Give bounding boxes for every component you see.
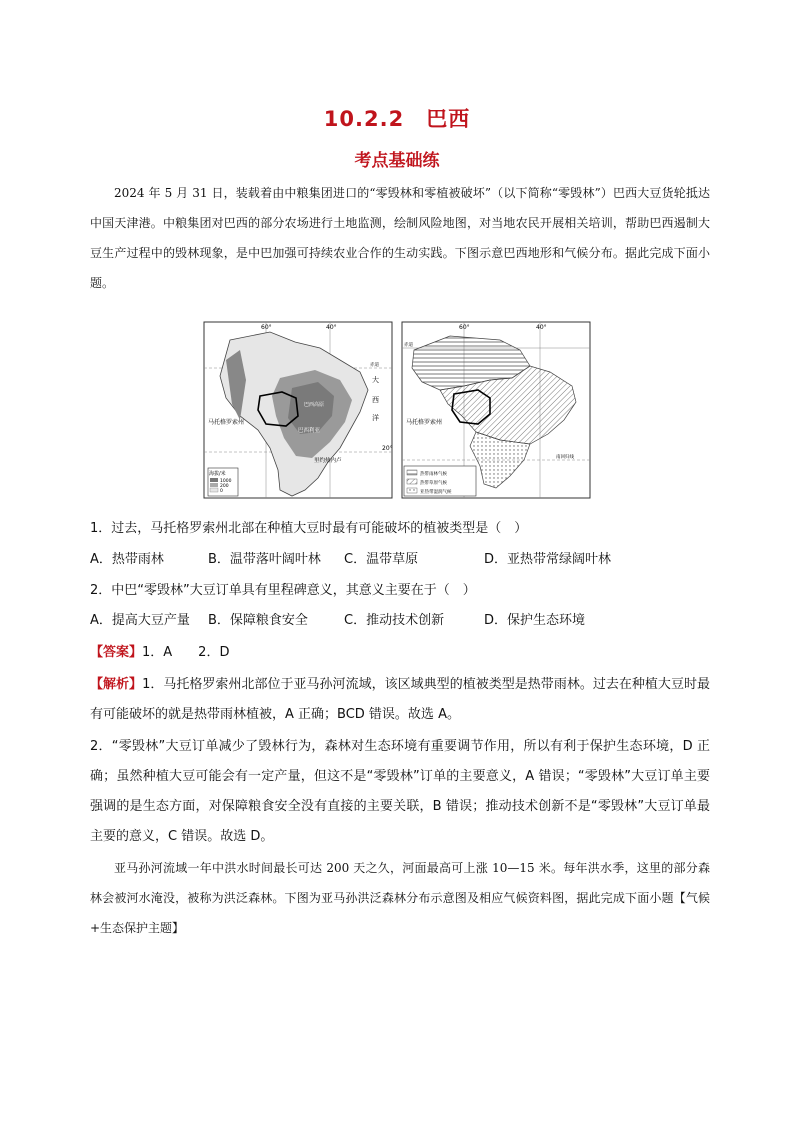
left-equator: 赤道 — [370, 363, 379, 368]
left-plateau-label: 巴西高原 — [304, 402, 325, 408]
left-legend-title: 海拔/米 — [209, 471, 226, 477]
left-legend-1: 1000 — [220, 479, 232, 484]
second-intro-paragraph: 亚马孙河流域一年中洪水时间最长可达 200 天之久，河面最高可上涨 10—15 米。每年洪水季，这里的部分森林会被河水淹没，被称为洪泛森林。下图为亚马孙洪泛森林分布示意图及相应气候资料图，据此完成下面小题【气候+生态保护主题】 — [90, 861, 710, 935]
q1-option-b[interactable]: B．温带落叶阔叶林 — [208, 552, 321, 567]
q2-option-b[interactable]: B．保障粮食安全 — [208, 613, 308, 628]
right-lon2: 40° — [536, 324, 547, 331]
left-lon1: 60° — [261, 324, 272, 331]
left-legend-3: 0 — [220, 489, 223, 494]
answer-text: 1．A 2．D — [142, 645, 230, 660]
q1-option-a[interactable]: A．热带雨林 — [90, 552, 164, 567]
q2-option-d[interactable]: D．保护生态环境 — [484, 613, 586, 628]
analysis-paragraph-1 — [90, 670, 710, 730]
question-2-stem: 2．中巴“零毁林”大豆订单具有里程碑意义，其意义主要在于（ ） — [90, 583, 476, 598]
page-subtitle: 考点基础练 — [354, 151, 440, 171]
question-2-options — [90, 606, 730, 636]
right-state-label: 马托格罗索州 — [406, 419, 443, 426]
q1-option-d[interactable]: D．亚热带常绿阔叶林 — [484, 552, 612, 567]
left-city-label: 里约热内卢 — [314, 458, 342, 464]
analysis-text-1: 1．马托格罗索州北部位于亚马孙河流域，该区域典型的植被类型是热带雨林。过去在种植大豆时最有可能破坏的就是热带雨林植被，A 正确；BCD 错误。故选 A。 — [90, 677, 710, 722]
brazil-maps-figure — [200, 320, 594, 500]
q1-option-c[interactable]: C．温带草原 — [344, 552, 419, 567]
left-ocean-1: 大 — [372, 376, 379, 384]
analysis-label: 【解析】 — [90, 677, 143, 692]
intro-paragraph: 2024 年 5 月 31 日，装载着由中粮集团进口的“零毁林和零植被破坏”（以下简称“零毁林”）巴西大豆货轮抵达中国天津港。中粮集团对巴西的部分农场进行土地监测，绘制风险地图，对当地农民开展相关培训，帮助巴西遏制大豆生产过程中的毁林现象，是中巴加强可持续农业合作的生动实践。下图示意巴西地形和气候分布。据此完成下面小题。 — [90, 186, 710, 290]
right-lon1: 60° — [459, 324, 470, 331]
right-legend-3: 亚热带湿润气候 — [420, 490, 452, 495]
terrain-map — [204, 322, 392, 498]
q2-option-a[interactable]: A．提高大豆产量 — [90, 613, 190, 628]
left-ocean-3: 洋 — [372, 414, 379, 422]
right-legend-2: 热带草原气候 — [420, 481, 447, 486]
analysis-paragraph-2: 2．“零毁林”大豆订单减少了毁林行为，森林对生态环境有重要调节作用，所以有利于保护生态环境，D 正确；虽然种植大豆可能会有一定产量，但这不是“零毁林”订单的主要意义，A 错误；“零毁林”大豆订单主要强调的是生态方面，对保障粮食安全没有直接的主要关联，B 错误；推动技术创新不是“零毁林”大豆订单最主要的意义，C 错误。故选 D。 — [90, 739, 710, 844]
left-legend-2: 200 — [220, 484, 229, 489]
page-title: 10.2.2 巴西 — [323, 107, 471, 131]
answer-line — [90, 638, 730, 668]
answer-label: 【答案】 — [90, 645, 143, 660]
right-equator: 赤道 — [404, 343, 413, 348]
right-legend-1: 热带雨林气候 — [420, 472, 447, 477]
left-state-label: 马托格罗索州 — [208, 419, 245, 426]
right-tropic-label: 南回归线 — [556, 455, 574, 460]
question-1-stem: 1．过去，马托格罗索州北部在种植大豆时最有可能破坏的植被类型是（ ） — [90, 521, 528, 536]
left-ocean-2: 西 — [372, 396, 379, 404]
left-lon2: 40° — [326, 324, 337, 331]
q2-option-c[interactable]: C．推动技术创新 — [344, 613, 445, 628]
left-lat-label: 20° — [382, 445, 393, 452]
left-capital-label: 巴西利亚 — [298, 428, 321, 434]
question-1-options — [90, 545, 730, 575]
